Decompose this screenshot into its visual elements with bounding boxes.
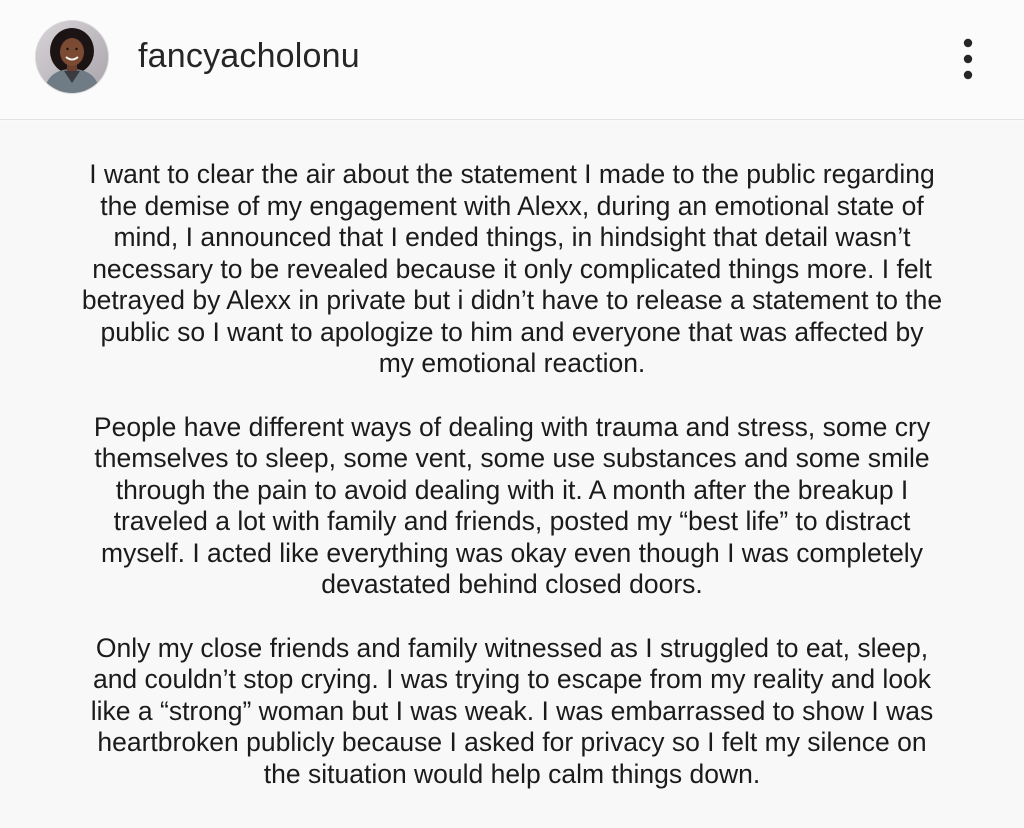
text-line: public so I want to apologize to him and everyone that was affected by <box>100 316 924 347</box>
avatar[interactable] <box>36 21 108 93</box>
text-line: the demise of my engagement with Alexx, during an emotional state of <box>100 190 924 221</box>
paragraph-2 <box>40 412 984 601</box>
text-line: themselves to sleep, some vent, some use substances and some smile <box>94 443 930 473</box>
text-line: my emotional reaction. <box>378 348 646 378</box>
username[interactable]: fancyacholonu <box>138 37 360 75</box>
text-line: devastated behind closed doors. <box>321 569 703 599</box>
profile-photo-avatar <box>36 21 108 93</box>
text-line: necessary to be revealed because it only complicated things more. I felt <box>92 253 932 284</box>
text-line: traveled a lot with family and friends, posted my “best life” to distract <box>113 506 911 536</box>
text-line: through the pain to avoid dealing with it. A month after the breakup I <box>115 474 909 505</box>
text-line: mind, I announced that I ended things, in hindsight that detail wasn’t <box>113 222 911 252</box>
more-vertical-icon <box>950 34 986 84</box>
paragraph-3 <box>40 633 984 791</box>
paragraph-1 <box>40 159 984 380</box>
text-line: People have different ways of dealing with trauma and stress, some cry <box>93 411 931 442</box>
text-line: myself. I acted like everything was okay even though I was completely <box>101 537 923 568</box>
text-line: heartbroken publicly because I asked for privacy so I felt my silence on <box>97 727 927 757</box>
text-line: the situation would help calm things down. <box>263 758 761 789</box>
post-image <box>0 121 1024 828</box>
text-line: betrayed by Alexx in private but i didn’t have to release a statement to the <box>81 285 943 315</box>
more-options-button[interactable] <box>950 34 986 84</box>
text-line: like a “strong” woman but I was weak. I was embarrassed to show I was <box>90 695 934 726</box>
post-text <box>40 159 984 822</box>
text-line: I want to clear the air about the statement I made to the public regarding <box>89 159 935 189</box>
post-header <box>0 0 1024 120</box>
text-line: Only my close friends and family witnessed as I struggled to eat, sleep, <box>95 632 929 663</box>
text-line: and couldn’t stop crying. I was trying to escape from my reality and look <box>92 664 932 694</box>
